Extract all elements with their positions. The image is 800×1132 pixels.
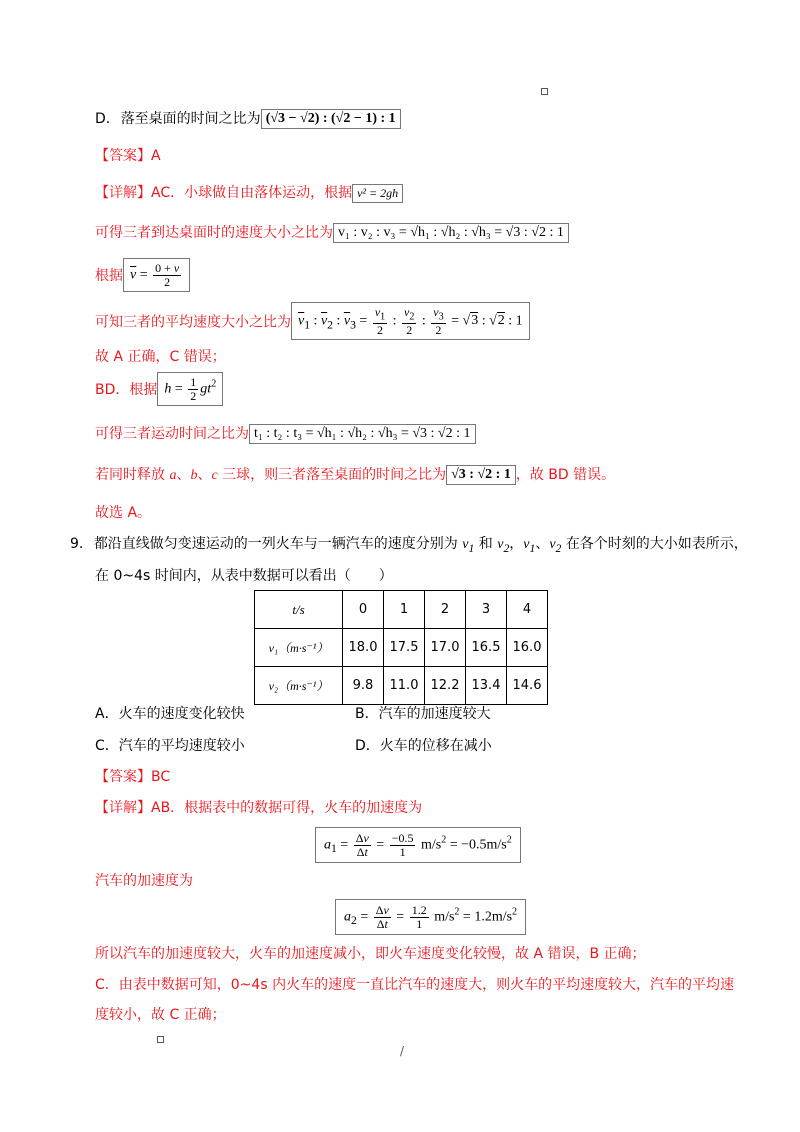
question-9-text-c: ，: [509, 536, 524, 552]
bd-line: [95, 372, 223, 406]
speed-ratio-line: [95, 222, 569, 243]
ball-b: b: [190, 468, 198, 483]
table-row: [255, 667, 548, 705]
formula-avg-ratio: $\overline{v}_1$ : $\overline{v}_2$ : $\overline{v}_3$ = $\frac{v_1}{2}$ : $\frac{v_2}{2}$ : $\frac{v_3}{2}$ = √3 : √2 : 1: [291, 302, 530, 340]
avg-ratio-text: 可知三者的平均速度大小之比为: [95, 314, 291, 331]
formula-a2: $a_2$ = $\frac{\Delta v}{\Delta t}$ = $\frac{1.2}{1}$ $m/s^2 = 1.2m/s^2$: [335, 899, 526, 935]
table-row-label: v₂（m·s⁻¹）: [255, 667, 343, 705]
speed-ratio-text: 可得三者到达桌面时的速度大小之比为: [95, 225, 333, 241]
question-9-line-1: 9. 都沿直线做匀变速运动的一列火车与一辆汽车的速度分别为 $v_1$ 和 $v_2$，$v_1$、$v_2$ 在各个时刻的大小如表所示，: [70, 536, 748, 555]
option-d-letter: D.: [95, 111, 111, 127]
answer-2: [95, 766, 170, 786]
table-cell: 17.0: [425, 629, 466, 667]
table-time-cell: 2: [425, 591, 466, 629]
table-time-cell: 1: [384, 591, 425, 629]
c-line-1: C．由表中数据可知，0~4s 内火车的速度一直比汽车的速度大，则火车的平均速度较大，汽车的平均速: [95, 977, 735, 993]
option-a: A．火车的速度变化较快: [95, 706, 245, 722]
ball-c: c: [211, 468, 218, 483]
option-d-q9: D．火车的位移在减小: [355, 738, 492, 754]
release-text-b: 三球，则三者落至桌面的时间之比为: [222, 467, 447, 483]
table-header-row: [255, 591, 548, 629]
release-text-a: 若同时释放: [95, 467, 165, 483]
table-time-cell: 4: [507, 591, 548, 629]
detail-2-ab-line: [95, 797, 422, 817]
table-cell: 11.0: [384, 667, 425, 705]
velocity-table: [254, 590, 548, 705]
formula-time-ratio: t₁ : t₂ : t₃ = √h₁ : √h₂ : √h₃ = √3 : √2 : 1: [249, 424, 476, 444]
formula-h: h = $\frac{1}{2}$ $gt^2$: [157, 372, 223, 406]
release-text-c: ，故 BD 错误。: [515, 467, 616, 483]
v2-symbol-2: $v_2$: [549, 537, 562, 555]
table-cell: 12.2: [425, 667, 466, 705]
option-b: B．汽车的加速度较大: [355, 706, 491, 722]
time-ratio-text: 可得三者运动时间之比为: [95, 426, 249, 442]
ball-a: a: [169, 468, 177, 483]
v2-symbol: $v_2$: [497, 537, 510, 555]
table-row-label: v₁（m·s⁻¹）: [255, 629, 343, 667]
v1-symbol: $v_1$: [462, 537, 475, 555]
table-time-cell: 0: [343, 591, 384, 629]
corner-mark-top: [541, 88, 548, 95]
answer-1: [95, 145, 161, 165]
corner-mark-bottom: [157, 1036, 164, 1043]
table-time-cell: 3: [466, 591, 507, 629]
detail-1-ac-line: [95, 182, 403, 203]
question-9-text-a: 都沿直线做匀变速运动的一列火车与一辆汽车的速度分别为: [93, 536, 458, 552]
avg-ratio-line: [95, 302, 530, 340]
c-line-2: 度较小，故 C 正确；: [95, 1007, 226, 1023]
option-d-line: [95, 108, 401, 129]
ab-conclusion: 所以汽车的加速度较大，火车的加速度减小，即火车速度变化较慢，故 A 错误，B 正确；: [95, 946, 646, 962]
answer-1-label: 【答案】: [95, 148, 151, 164]
table-cell: 17.5: [384, 629, 425, 667]
formula-speed-ratio: v₁ : v₂ : v₃ = √h₁ : √h₂ : √h₃ = √3 : √2 : 1: [333, 223, 569, 243]
choose-a-line: 故选 A。: [95, 505, 152, 521]
table-cell: 18.0: [343, 629, 384, 667]
table-header-cell: t/s: [255, 591, 343, 629]
detail-2-ab-text: AB．根据表中的数据可得，火车的加速度为: [151, 800, 423, 816]
table-cell: 14.6: [507, 667, 548, 705]
avg-velocity-def-text: 根据: [95, 268, 123, 285]
release-line: 若同时释放 a、b、c 三球，则三者落至桌面的时间之比为 √3 : √2 : 1 ，故 BD 错误。: [95, 467, 616, 483]
v1-symbol-2: $v_1$: [523, 537, 536, 555]
formula-a1: $a_1$ = $\frac{\Delta v}{\Delta t}$ = $\frac{-0.5}{1}$ $m/s^2 = -0.5m/s^2$: [315, 827, 521, 863]
table-cell: 16.0: [507, 629, 548, 667]
detail-1-label: 【详解】: [95, 185, 151, 201]
table-cell: 9.8: [343, 667, 384, 705]
time-ratio-line: [95, 423, 476, 444]
formula-v-bar: $\overline{v}$ = $\frac{0 + v}{2}$: [123, 258, 190, 292]
bd-text: BD．根据: [95, 382, 158, 399]
avg-velocity-def-line: [95, 258, 190, 292]
detail-2-label: 【详解】: [95, 800, 151, 816]
answer-2-label: 【答案】: [95, 769, 151, 785]
table-row: [255, 629, 548, 667]
option-d-formula: (√3 − √2) : (√2 − 1) : 1: [261, 109, 401, 129]
question-9-line-2: 在 0~4s 时间内，从表中数据可以看出（ ）: [95, 568, 393, 584]
formula-release-ratio: √3 : √2 : 1: [446, 465, 516, 485]
answer-2-value: BC: [151, 769, 171, 785]
car-accel-line: 汽车的加速度为: [95, 873, 193, 889]
table-cell: 13.4: [466, 667, 507, 705]
table-cell: 16.5: [466, 629, 507, 667]
question-9-text-d: 在各个时刻的大小如表所示，: [565, 536, 748, 552]
page-mark: /: [400, 1044, 405, 1058]
question-9-text-b: 和: [478, 536, 493, 552]
option-d-text: 落至桌面的时间之比为: [120, 111, 261, 127]
detail-1-ac-text: AC．小球做自由落体运动，根据: [151, 185, 353, 201]
question-9-number: 9.: [70, 536, 84, 552]
ac-conclusion: 故 A 正确，C 错误；: [95, 349, 226, 365]
formula-v-squared: v² = 2gh: [352, 184, 403, 203]
option-c: C．汽车的平均速度较小: [95, 738, 245, 754]
answer-1-value: A: [151, 148, 161, 164]
